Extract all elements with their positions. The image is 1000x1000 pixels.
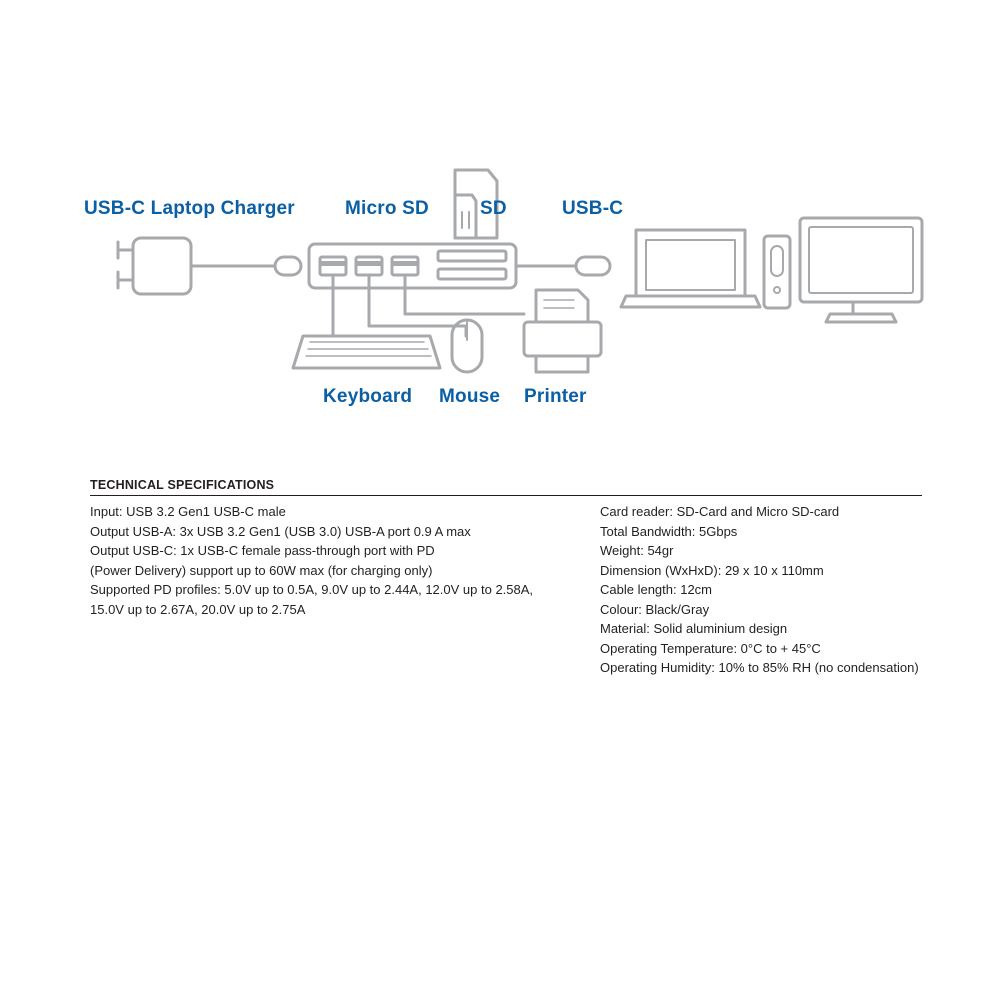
label-printer: Printer [524, 386, 587, 407]
monitor-icon [800, 218, 922, 322]
spec-line: Weight: 54gr [600, 543, 674, 558]
spec-line: Operating Temperature: 0°C to + 45°C [600, 640, 821, 656]
label-micro-sd: Micro SD [345, 198, 429, 219]
spec-line: Output USB-C: 1x USB-C female pass-through port with PD [90, 543, 435, 558]
spec-line: Total Bandwidth: 5Gbps [600, 523, 738, 539]
label-sd: SD [480, 198, 507, 219]
spec-line: Output USB-A: 3x USB 3.2 Gen1 (USB 3.0) USB-A port 0.9 A max [90, 523, 471, 539]
spec-line: Supported PD profiles: 5.0V up to 0.5A, 9.0V up to 2.44A, 12.0V up to 2.58A, [90, 582, 534, 597]
spec-line: Operating Humidity: 10% to 85% RH (no condensation) [600, 660, 919, 675]
line-to-printer [405, 275, 524, 314]
specs-column-left [90, 502, 600, 678]
spec-line: (Power Delivery) support up to 60W max (for charging only) [90, 562, 433, 578]
usb-hub-body [309, 244, 516, 288]
spec-line: Card reader: SD-Card and Micro SD-card [600, 504, 840, 519]
specs-divider [90, 495, 922, 496]
line-to-mouse [369, 275, 466, 336]
micro-sd-card-icon [455, 195, 476, 238]
label-usb-c-laptop-charger: USB-C Laptop Charger [84, 198, 295, 219]
mouse-icon [452, 320, 482, 372]
power-adapter-icon [118, 238, 191, 294]
spec-line: Material: Solid aluminium design [600, 621, 788, 636]
spec-line: Input: USB 3.2 Gen1 USB-C male [90, 504, 286, 519]
printer-icon [524, 290, 601, 372]
label-keyboard: Keyboard [323, 386, 413, 407]
spec-line: 15.0V up to 2.67A, 20.0V up to 2.75A [90, 601, 306, 617]
specs-columns [90, 502, 922, 678]
label-usb-c: USB-C [562, 198, 624, 219]
spec-line: Cable length: 12cm [600, 582, 713, 597]
spec-line: Colour: Black/Gray [600, 601, 710, 617]
technical-specifications [90, 478, 922, 678]
specs-column-right [600, 502, 922, 678]
specs-title: TECHNICAL SPECIFICATIONS [90, 478, 275, 492]
keyboard-icon [293, 336, 440, 368]
laptop-icon [621, 230, 760, 307]
usbc-plug-left-icon [262, 257, 301, 275]
label-mouse: Mouse [439, 386, 501, 407]
usbc-plug-right-icon [576, 257, 610, 275]
spec-line: Dimension (WxHxD): 29 x 10 x 110mm [600, 562, 824, 578]
desktop-tower-icon [764, 236, 790, 308]
